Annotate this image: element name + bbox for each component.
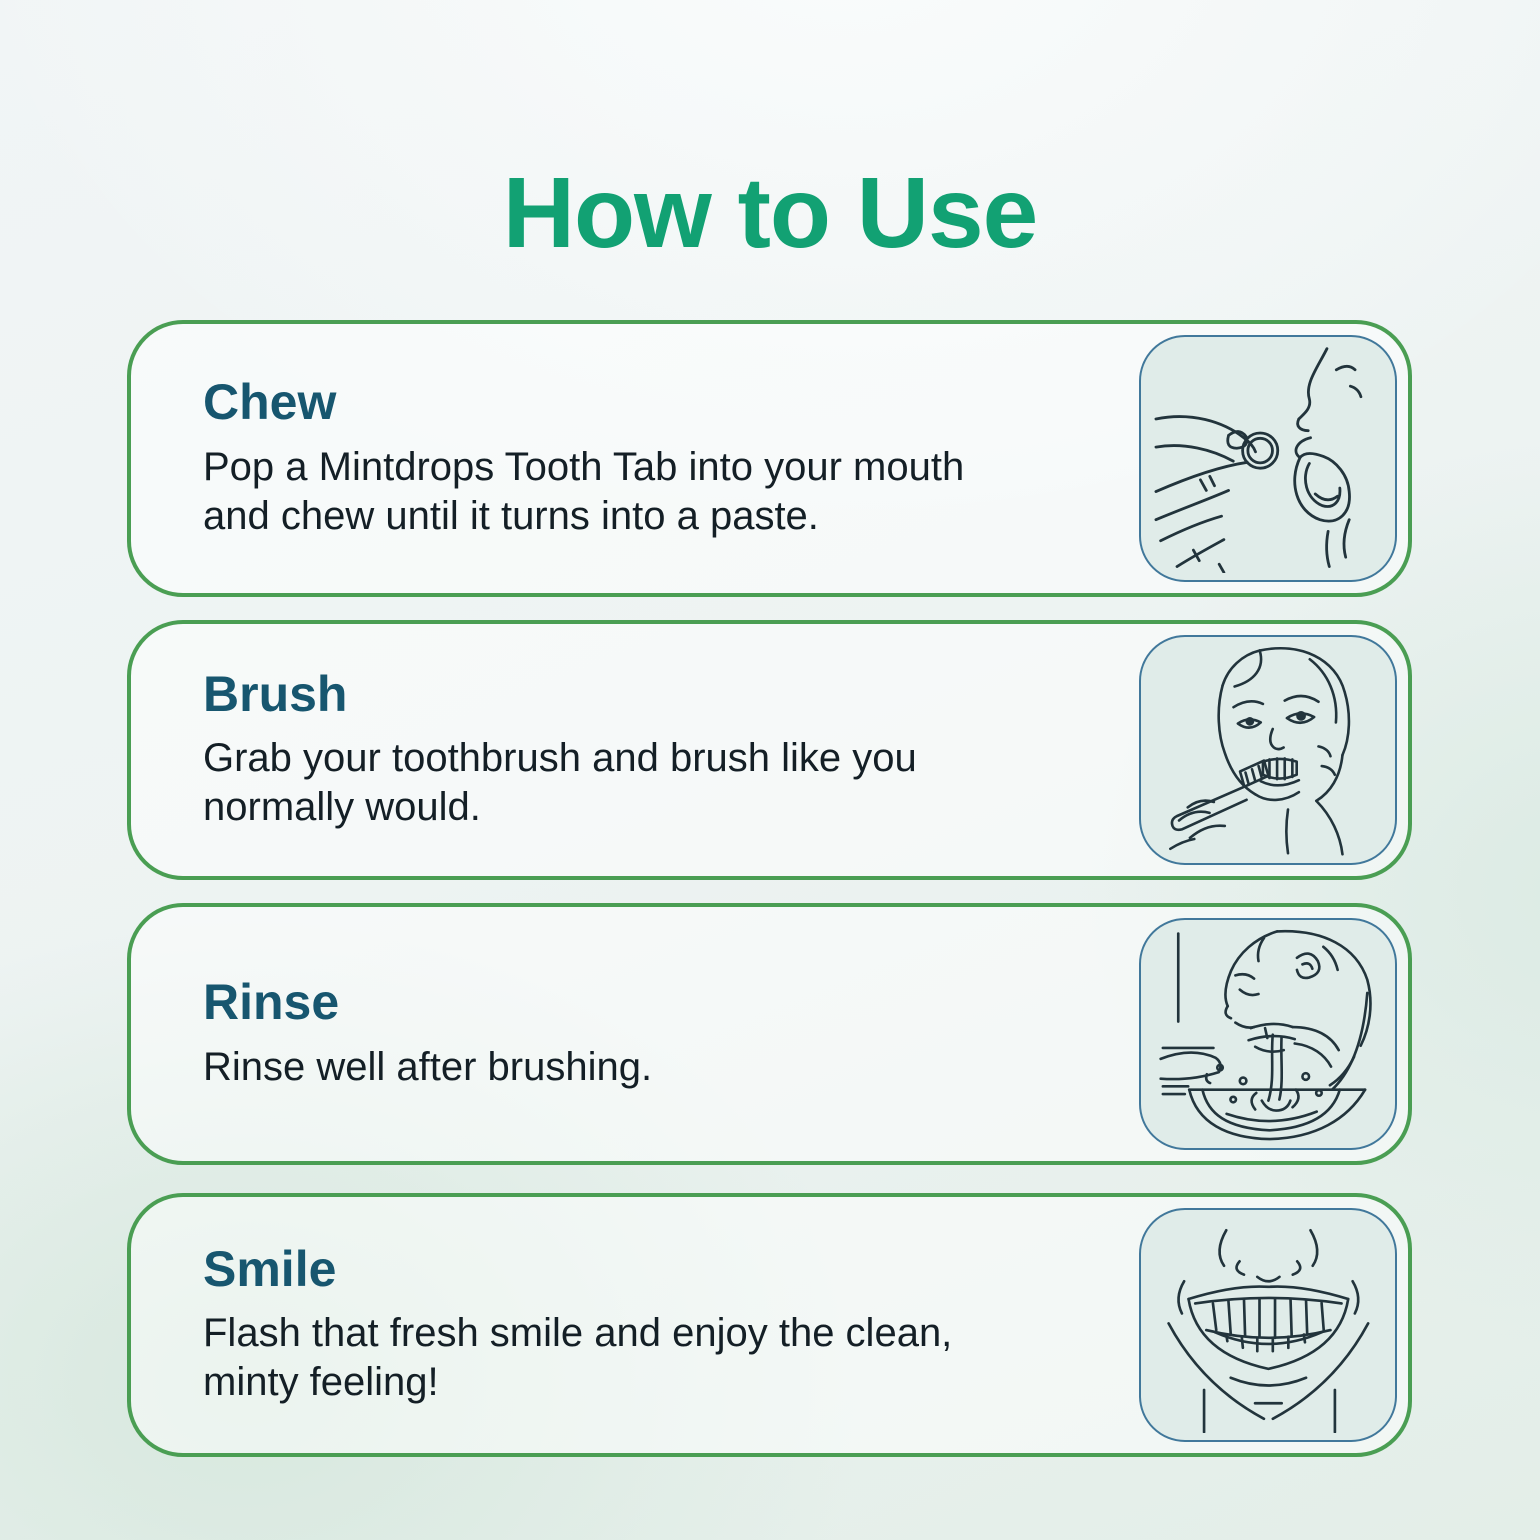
step-card-rinse <box>127 903 1412 1165</box>
step-card-smile <box>127 1193 1412 1457</box>
step-card-chew <box>127 320 1412 597</box>
step-text-brush <box>203 665 1139 832</box>
step-text-chew <box>203 376 1139 540</box>
illustration-tile-rinse <box>1139 918 1397 1150</box>
step-heading-smile: Smile <box>203 1240 337 1297</box>
illustration-tile-chew <box>1139 335 1397 582</box>
step-heading-rinse: Rinse <box>203 974 340 1031</box>
person-rinsing-over-sink-illustration <box>1149 927 1388 1141</box>
illustration-tile-smile <box>1139 1208 1397 1442</box>
hand-placing-tab-in-mouth-illustration <box>1149 344 1388 572</box>
illustration-tile-brush <box>1139 635 1397 865</box>
smiling-mouth-illustration <box>1149 1217 1388 1433</box>
step-text-smile <box>203 1240 1139 1407</box>
step-heading-chew: Chew <box>203 374 337 431</box>
step-heading-brush: Brush <box>203 665 348 722</box>
step-body-chew: Pop a Mintdrops Tooth Tab into your mouth and chew until it turns into a paste. <box>203 444 965 538</box>
page-title: How to Use <box>502 157 1038 269</box>
person-brushing-teeth-illustration <box>1149 644 1388 856</box>
step-body-smile: Flash that fresh smile and enjoy the clean, minty feeling! <box>203 1311 953 1405</box>
step-text-rinse <box>203 976 1139 1091</box>
step-body-brush: Grab your toothbrush and brush like you normally would. <box>203 736 917 830</box>
step-card-brush <box>127 620 1412 880</box>
step-body-rinse: Rinse well after brushing. <box>203 1044 653 1089</box>
